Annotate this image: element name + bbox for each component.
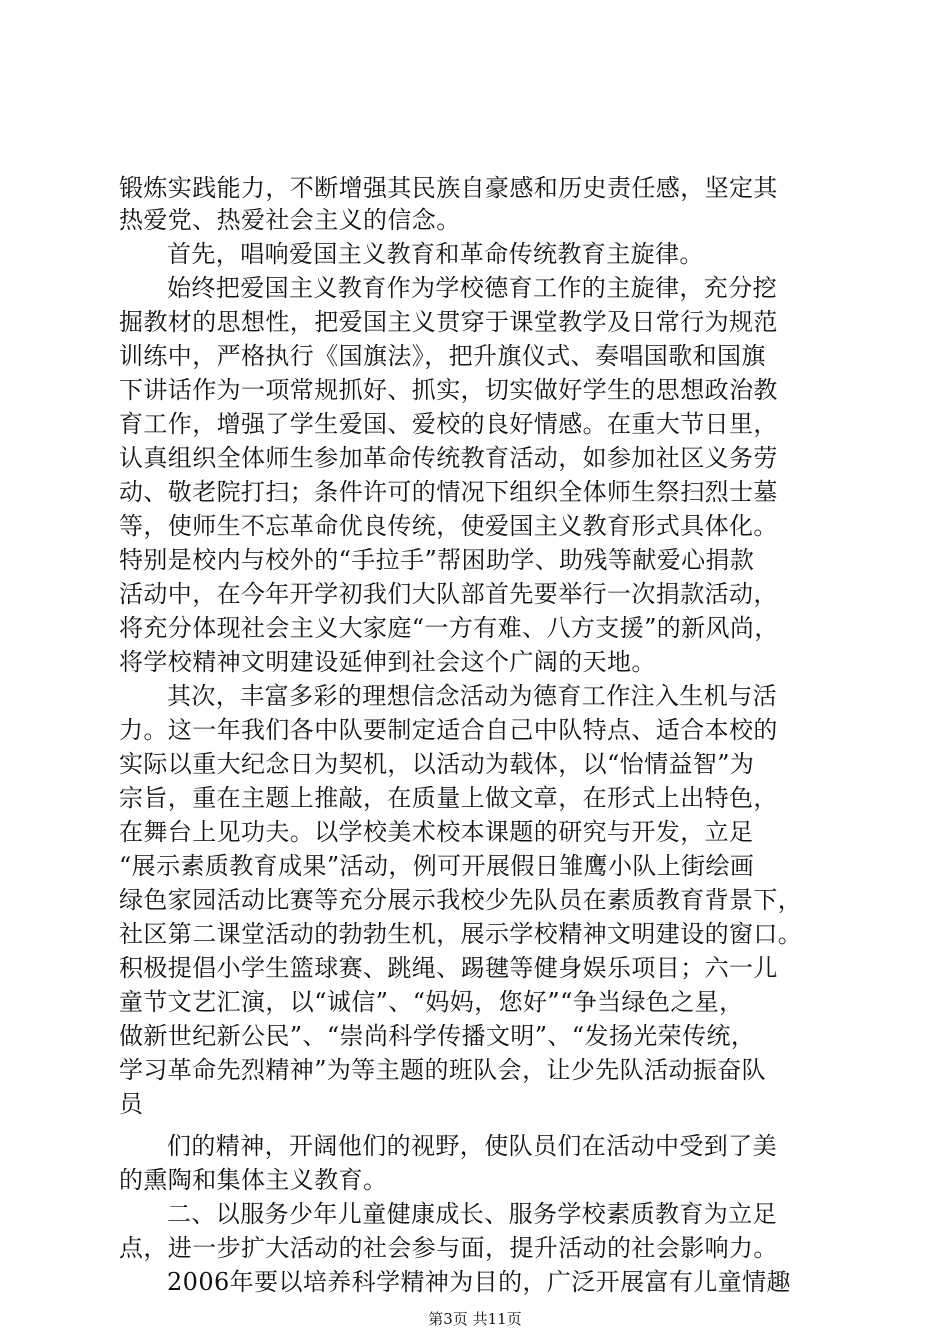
text-line: 掘教材的思想性，把爱国主义贯穿于课堂教学及日常行为规范 <box>119 308 778 336</box>
text-line: 训练中，严格执行《国旗法》，把升旗仪式、奏唱国歌和国旗 <box>119 342 766 370</box>
text-line: 动、敬老院打扫；条件许可的情况下组织全体师生祭扫烈士墓 <box>119 478 778 506</box>
text-line: 点，进一步扩大活动的社会参与面，提升活动的社会影响力。 <box>119 1234 778 1262</box>
text-line: 下讲话作为一项常规抓好、抓实，切实做好学生的思想政治教 <box>119 376 778 404</box>
text-line: 绿色家园活动比赛等充分展示我校少先队员在素质教育背景下， <box>119 886 803 914</box>
text-line: 始终把爱国主义教育作为学校德育工作的主旋律，充分挖 <box>167 274 777 302</box>
text-line: 做新世纪新公民”、“崇尚科学传播文明”、“发扬光荣传统， <box>119 1022 756 1050</box>
text-line: “展示素质教育成果”活动，例可开展假日雏鹰小队上街绘画 <box>119 852 755 880</box>
text-line: 将充分体现社会主义大家庭“一方有难、八方支援”的新风尚， <box>119 614 779 642</box>
text-line: 实际以重大纪念日为契机，以活动为载体，以“怡情益智”为 <box>119 750 755 778</box>
text-line: 认真组织全体师生参加革命传统教育活动，如参加社区义务劳 <box>119 444 778 472</box>
text-line: 学习革命先烈精神”为等主题的班队会，让少先队活动振奋队 <box>119 1056 767 1084</box>
text-line: 活动中，在今年开学初我们大队部首先要举行一次捐款活动， <box>119 580 778 608</box>
text-line: 在舞台上见功夫。以学校美术校本课题的研究与开发，立足 <box>119 818 754 846</box>
text-line: 员 <box>119 1090 144 1118</box>
text-line: 社区第二课堂活动的勃勃生机，展示学校精神文明建设的窗口。 <box>119 920 803 948</box>
text-line: 宗旨，重在主题上推敲，在质量上做文章，在形式上出特色， <box>119 784 778 812</box>
text-line: 的熏陶和集体主义教育。 <box>119 1166 388 1194</box>
text-line: 们的精神，开阔他们的视野，使队员们在活动中受到了美 <box>167 1132 777 1160</box>
text-line: 特别是校内与校外的“手拉手”帮困助学、助残等献爱心捐款 <box>119 546 755 574</box>
text-line: 将学校精神文明建设延伸到社会这个广阔的天地。 <box>119 648 656 676</box>
text-line: 积极提倡小学生篮球赛、跳绳、踢毽等健身娱乐项目；六一儿 <box>119 954 778 982</box>
text-line: 2006年要以培养科学精神为目的，广泛开展富有儿童情趣 <box>167 1268 791 1296</box>
text-line: 热爱党、热爱社会主义的信念。 <box>119 206 461 234</box>
text-line: 其次，丰富多彩的理想信念活动为德育工作注入生机与活 <box>167 682 777 710</box>
text-line: 二、以服务少年儿童健康成长、服务学校素质教育为立足 <box>167 1200 777 1228</box>
text-line: 锻炼实践能力，不断增强其民族自豪感和历史责任感，坚定其 <box>119 174 778 202</box>
text-line: 童节文艺汇演，以“诚信”、“妈妈，您好”“争当绿色之星， <box>119 988 744 1016</box>
text-line: 育工作，增强了学生爱国、爱校的良好情感。在重大节日里， <box>119 410 778 438</box>
text-line: 等，使师生不忘革命优良传统，使爱国主义教育形式具体化。 <box>119 512 778 540</box>
text-line: 首先，唱响爱国主义教育和革命传统教育主旋律。 <box>167 240 704 268</box>
text-line: 力。这一年我们各中队要制定适合自己中队特点、适合本校的 <box>119 716 778 744</box>
page-number-footer: 第3页 共11页 <box>428 1310 522 1328</box>
